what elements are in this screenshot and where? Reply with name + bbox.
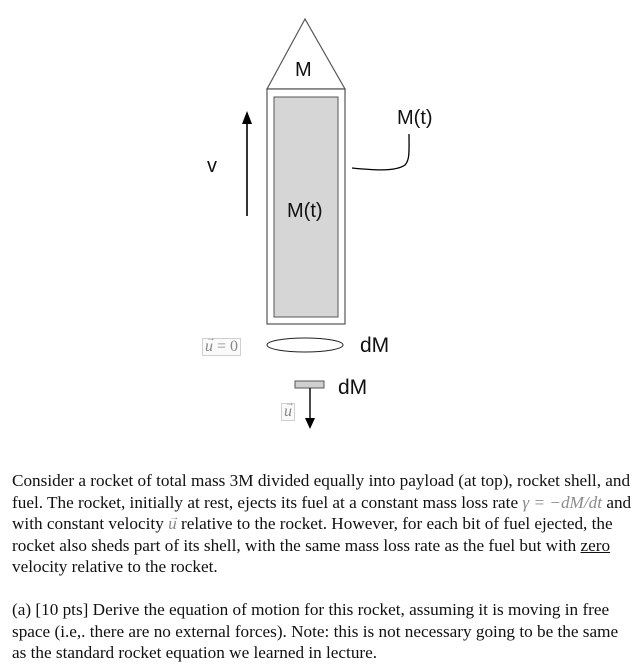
shell-mass-label: M(t) [397, 107, 433, 129]
shed-shell-mass-label: dM [360, 334, 390, 357]
intro-text-3: relative to the rocket. However, for each bit of fuel ejected, the rocket also sheds part of its shell, with the same mass loss rate as the fuel but with [12, 514, 613, 555]
shed-shell-velocity-label [202, 338, 241, 356]
ejected-fuel-chunk [295, 381, 324, 388]
problem-intro [12, 470, 636, 578]
shell-leader-line [352, 134, 409, 170]
part-a-label: (a) [10 pts] [12, 600, 89, 619]
part-a-text: Derive the equation of motion for this rocket, assuming it is moving in free space (i.e,. there are no external forces). Note: this is not necessary going to be the same as the standard rocket equation we learned in lecture. [12, 600, 619, 662]
exhaust-velocity-label [281, 403, 295, 421]
u-vector-symbol: → u [284, 404, 292, 420]
velocity-label: v [207, 155, 217, 177]
velocity-arrow-head [242, 111, 252, 124]
zero-emphasis: zero [580, 535, 611, 555]
ejected-fuel-mass-label: dM [338, 376, 368, 399]
part-a-paragraph [12, 599, 636, 664]
equals-zero: = 0 [213, 338, 239, 355]
mass-loss-rate-equation: γ = −dM/dt [522, 492, 603, 512]
exhaust-arrow-head [305, 418, 315, 429]
intro-text-4: velocity relative to the rocket. [12, 557, 218, 576]
problem-intro-paragraph [12, 470, 636, 578]
payload-label: M [295, 59, 312, 81]
intro-text-2: and with constant velocity [12, 492, 632, 533]
exhaust-velocity-symbol: → u [168, 513, 177, 535]
fuel-mass-label: M(t) [287, 200, 323, 222]
problem-part-a [12, 599, 636, 664]
shed-shell-ellipse [267, 338, 343, 352]
intro-text-1: Consider a rocket of total mass 3M divided equally into payload (at top), rocket shell, and fuel. The rocket, initially at rest, ejects its fuel at a constant mass loss rate [12, 471, 631, 512]
u-vector-symbol: → u [205, 339, 213, 355]
